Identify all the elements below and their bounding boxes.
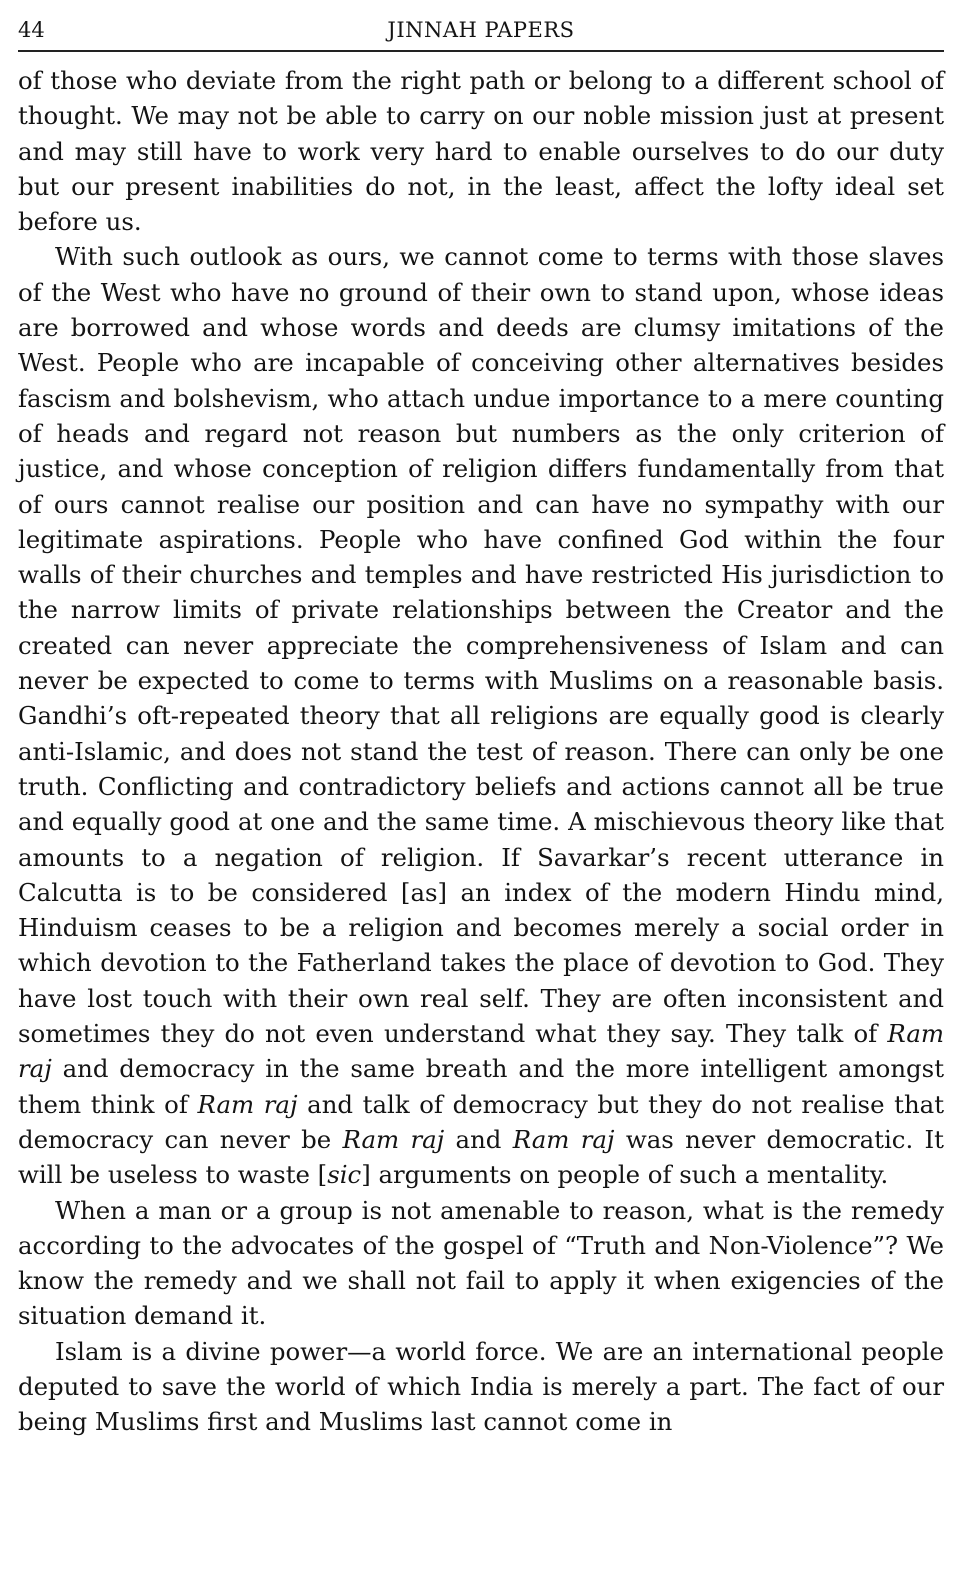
paragraph-3: When a man or a group is not amenable to reason, what is the remedy according to the advocates of the gospel of “Truth and Non-Violence”? We know the remedy and we shall not fail to apply it when exigencies of the situation demand it.	[18, 1195, 944, 1331]
paragraph-2-text: ] arguments on people of such a mentality.	[361, 1160, 889, 1190]
italic-ram-raj-3: Ram raj	[342, 1124, 445, 1154]
italic-sic: sic	[327, 1160, 362, 1190]
paragraph-2-text: and	[444, 1124, 513, 1154]
body-text	[18, 63, 944, 1440]
paragraph-2-text: and talk of democracy but they do not realise that democracy can never be	[18, 1089, 944, 1154]
paragraph-1: of those who deviate from the right path or belong to a different school of thought. We may not be able to carry on our noble mission just at present and may still have to work very hard to enable ourselves to do our duty but our present inabilities do not, in the least, affect the lofty ideal set before us.	[18, 66, 944, 237]
document-page	[18, 14, 944, 1564]
paragraph-4: Islam is a divine power—a world force. We are an international people deputed to save the world of which India is merely a part. The fact of our being Muslims first and Muslims last cannot come in	[18, 1336, 944, 1437]
paragraph-2	[18, 239, 944, 1192]
italic-ram-raj-1: Ram raj	[18, 1019, 944, 1084]
italic-ram-raj-2: Ram raj	[197, 1089, 298, 1119]
running-title: JINNAH PAPERS	[387, 18, 575, 42]
running-header	[18, 14, 944, 52]
page-number: 44	[18, 18, 45, 42]
italic-ram-raj-4: Ram raj	[512, 1124, 615, 1154]
paragraph-2-text: and democracy in the same breath and the more intelligent amongst them think of	[18, 1054, 944, 1119]
paragraph-2-text: was never democratic. It will be useless to waste [	[18, 1124, 944, 1190]
paragraph-2-text: With such outlook as ours, we cannot come to terms with those slaves of the West who have no ground of their own to stand upon, whose ideas are borrowed and whose words and deeds are clumsy imitations of the West. People who are incapable of conceiving other alternatives besides fascism and bolshevism, who attach undue importance to a mere counting of heads and regard not reason but numbers as the only criterion of justice, and whose conception of religion differs fundamentally from that of ours cannot realise our position and can have no sympathy with our legitimate aspirations. People who have confined God within the four walls of their churches and temples and have restricted His jurisdiction to the narrow limits of private relationships between the Creator and the created can never appreciate the comprehensiveness of Islam and can never be expected to come to terms with Muslims on a reasonable basis. Gandhi’s oft-repeated theory that all religions are equally good is clearly anti-Islamic, and does not stand the test of reason. There can only be one truth. Conflicting and contradictory beliefs and actions cannot all be true and equally good at one and the same time. A mischievous theory like that amounts to a negation of religion. If Savarkar’s recent utterance in Calcutta is to be considered [as] an index of the modern Hindu mind, Hinduism ceases to be a religion and becomes merely a social order in which devotion to the Fatherland takes the place of devotion to God. They have lost touch with their own real self. They are often inconsistent and sometimes they do not even understand what they say. They talk of	[18, 242, 944, 1049]
